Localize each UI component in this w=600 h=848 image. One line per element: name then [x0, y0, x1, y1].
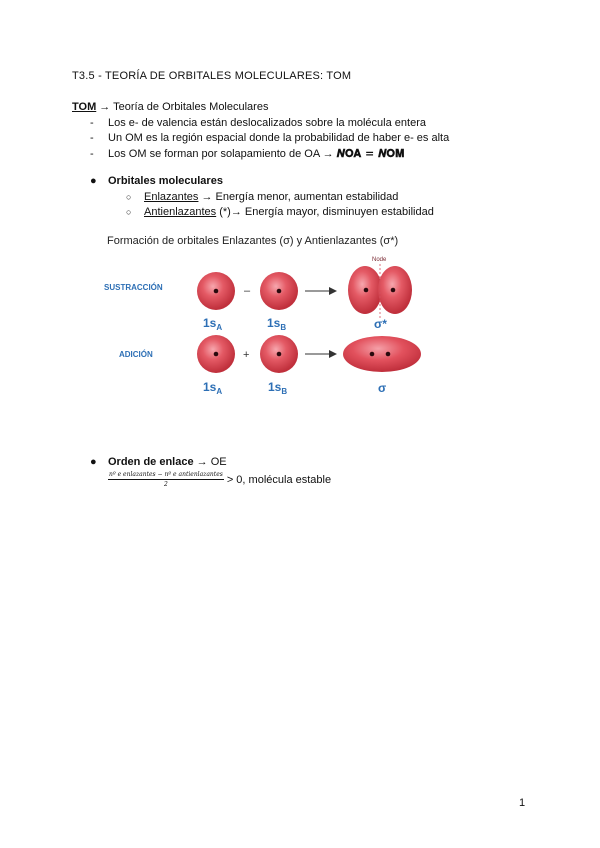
adicion-label: ADICIÓN: [119, 350, 153, 359]
antienlazantes-term: Antienlazantes: [144, 206, 217, 218]
nucleus-dot: [277, 289, 282, 294]
list-item: [90, 117, 426, 129]
orbital-diagram: [0, 250, 600, 410]
label-1sa-row2: $1s_A$: [203, 380, 223, 396]
sigma-star-label: σ*: [374, 317, 387, 331]
dash-marker: -: [90, 132, 94, 144]
list-item: [90, 147, 405, 161]
dash-marker: -: [90, 117, 94, 129]
orbitales-heading: [90, 175, 223, 187]
fraction-numerator: nº e enlazantes − nº e antienlazantes: [109, 471, 223, 478]
label-1sb-row2: $1s_B$: [268, 380, 288, 396]
enlazantes-text: → Energía menor, aumentan estabilidad: [198, 191, 399, 203]
nucleus-dot: [391, 288, 396, 293]
fraction-denominator: 2: [164, 481, 168, 488]
enlazantes-term: Enlazantes: [144, 191, 199, 203]
noa-nom-equation: 𝑵𝐎𝐀 = 𝑵𝐎𝐌: [336, 147, 405, 160]
bond-order-formula: [108, 471, 331, 488]
tom-definition-text: → Teoría de Orbitales Moleculares: [96, 101, 269, 113]
minus-sign: –: [244, 285, 251, 297]
orbitales-heading-text: Orbitales moleculares: [108, 175, 223, 187]
nucleus-dot: [214, 289, 219, 294]
sustraccion-label: SUSTRACCIÓN: [104, 283, 163, 292]
label-1sb-row1: $1s_B$: [267, 316, 287, 332]
bullet-icon: ●: [90, 456, 97, 468]
list-item: [126, 191, 398, 203]
orden-heading-text: Orden de enlace: [108, 456, 194, 468]
formula-result: > 0, molécula estable: [226, 473, 332, 486]
tom-definition: [72, 101, 268, 113]
list-item-text: Los OM se forman por solapamiento de OA →: [108, 148, 337, 160]
list-item: [90, 132, 449, 144]
nucleus-dot: [370, 352, 375, 357]
bonding-orbital: [343, 336, 421, 372]
nucleus-dot: [364, 288, 369, 293]
list-item-text: Los e- de valencia están deslocalizados sobre la molécula entera: [108, 117, 426, 129]
figure-caption: Formación de orbitales Enlazantes (σ) y Antienlazantes (σ*): [107, 235, 399, 247]
sigma-label: σ: [378, 381, 387, 395]
node-label: Node: [372, 257, 387, 263]
page-title: T3.5 - TEORÍA DE ORBITALES MOLECULARES: TOM: [72, 70, 352, 82]
plus-sign: +: [243, 349, 250, 361]
fraction: [108, 471, 224, 488]
circle-bullet-icon: ○: [126, 207, 132, 217]
list-item: [126, 206, 434, 218]
nucleus-dot: [214, 352, 219, 357]
nucleus-dot: [386, 352, 391, 357]
circle-bullet-icon: ○: [126, 192, 132, 202]
orden-heading: [90, 456, 227, 468]
antienlazantes-text: (*)→ Energía mayor, disminuyen estabilidad: [216, 206, 434, 218]
bullet-icon: ●: [90, 175, 97, 187]
orden-heading-rest: → OE: [193, 456, 227, 468]
page-number: 1: [519, 797, 526, 809]
label-1sa-row1: $1s_A$: [203, 316, 223, 332]
tom-abbr: TOM: [72, 101, 97, 113]
nucleus-dot: [277, 352, 282, 357]
dash-marker: -: [90, 148, 94, 160]
list-item-text: Un OM es la región espacial donde la probabilidad de haber e- es alta: [108, 132, 450, 144]
